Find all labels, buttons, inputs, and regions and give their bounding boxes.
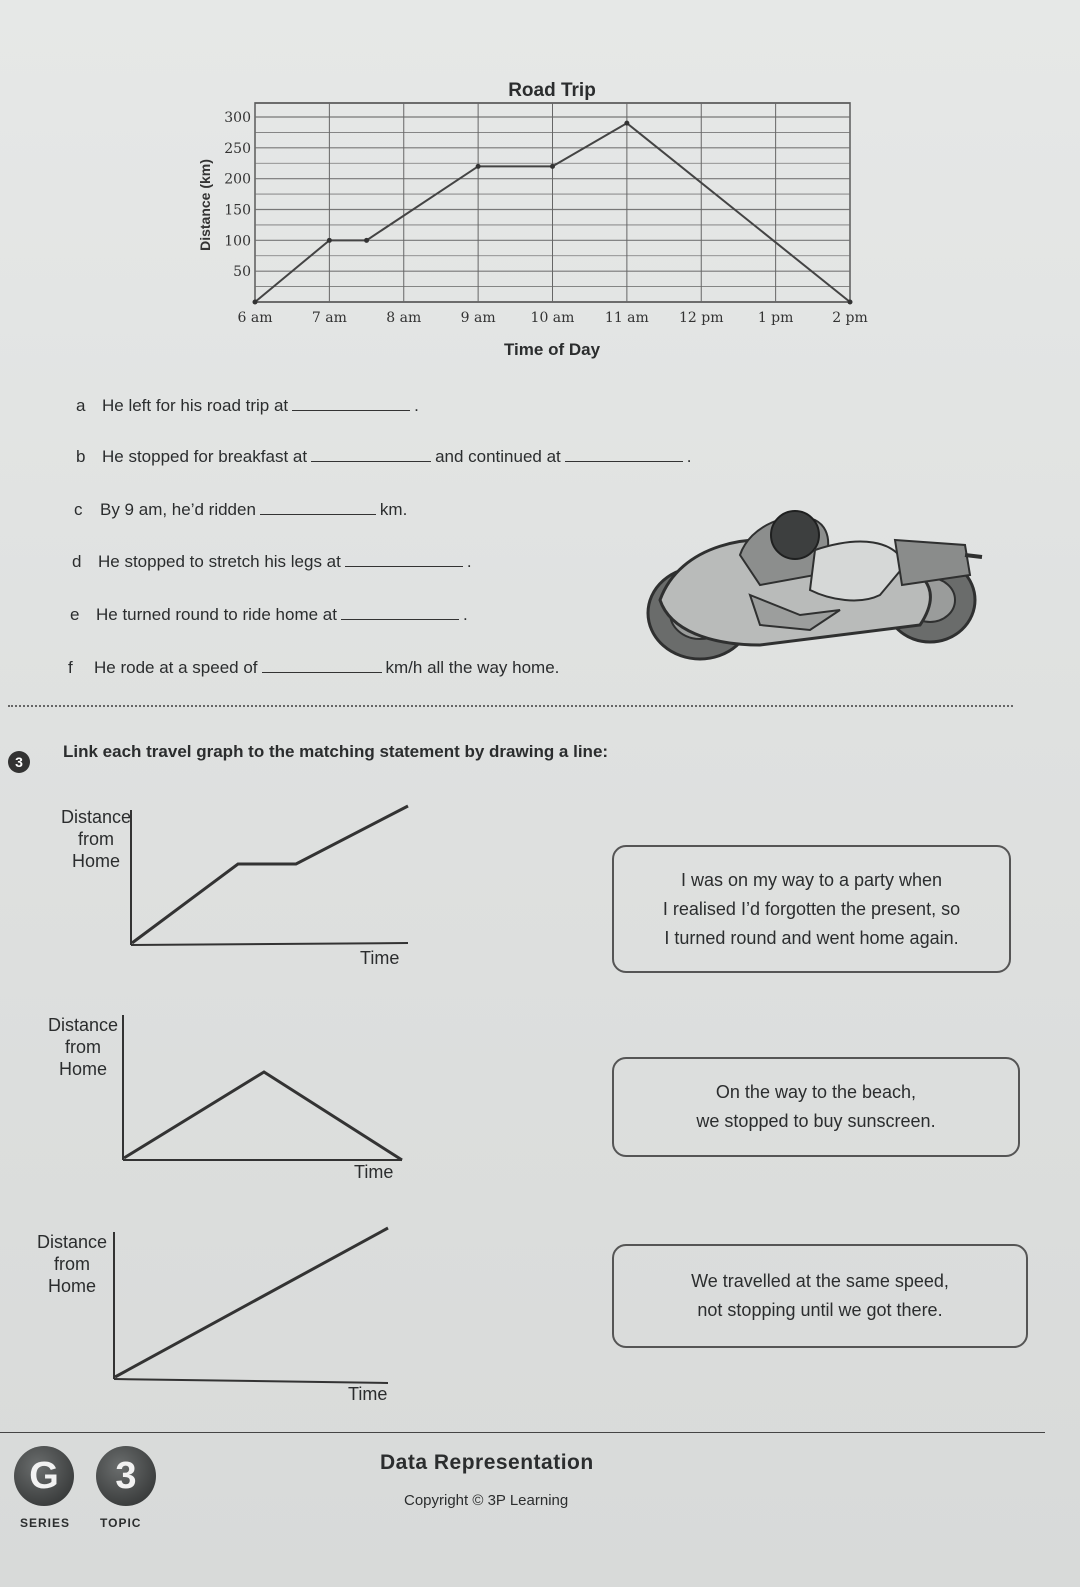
punctuation: .: [414, 396, 419, 415]
x-axis-label: Time of Day: [503, 340, 601, 359]
answer-blank[interactable]: [341, 605, 459, 620]
x-tick-label: 10 am: [530, 310, 575, 326]
question-text: He rode at a speed of: [94, 658, 258, 677]
question-b: [76, 447, 692, 467]
punctuation: .: [466, 552, 472, 571]
data-point: [253, 300, 258, 305]
x-tick-label: 9 am: [460, 310, 496, 326]
x-tick-label: 7 am: [311, 310, 347, 326]
copyright-text: Copyright © 3P Learning: [404, 1492, 569, 1509]
travel-graph-3: [100, 1222, 400, 1387]
statement-line: we stopped to buy sunscreen.: [696, 1111, 936, 1131]
graph1-x-label: Time: [360, 948, 400, 968]
question-text: He turned round to ride home at: [96, 605, 337, 624]
footer-divider: [0, 1432, 1045, 1433]
statement-3[interactable]: [612, 1244, 1028, 1348]
y-label-line: from: [65, 1037, 101, 1057]
y-label-line: Home: [58, 1059, 107, 1079]
question-text: km/h all the way home.: [385, 658, 560, 677]
question-text: By 9 am, he’d ridden: [100, 500, 256, 519]
question-letter: b: [76, 447, 86, 466]
statement-line: I turned round and went home again.: [664, 927, 959, 948]
y-label-line: Home: [71, 851, 120, 871]
section3-instruction: Link each travel graph to the matching statement by drawing a line:: [63, 742, 609, 761]
answer-blank[interactable]: [292, 396, 410, 411]
data-point: [476, 164, 481, 169]
footer-title: Data Representation: [380, 1451, 594, 1474]
x-tick-label: 11 am: [604, 310, 649, 326]
data-point: [327, 238, 332, 243]
statement-line: On the way to the beach,: [715, 1082, 917, 1102]
y-tick-label: 150: [224, 202, 251, 219]
question-letter: d: [72, 552, 82, 571]
question-letter: f: [68, 658, 73, 677]
question-text: He stopped for breakfast at: [102, 447, 308, 466]
topic-badge: 3: [96, 1446, 156, 1506]
question-a: [76, 396, 419, 416]
y-tick-label: 50: [233, 264, 251, 281]
question-text: and continued at: [435, 447, 561, 466]
answer-blank[interactable]: [345, 552, 463, 567]
answer-blank[interactable]: [565, 447, 683, 462]
x-tick-label: 1 pm: [757, 310, 794, 326]
question-letter: a: [76, 396, 86, 415]
x-tick-labels: [238, 310, 868, 326]
travel-graph-1: [120, 800, 420, 955]
data-point: [550, 164, 555, 169]
x-tick-label: 12 pm: [678, 310, 724, 326]
question-d: [72, 552, 472, 572]
chart-title: Road Trip: [508, 80, 596, 101]
travel-graph-2: [110, 1010, 410, 1165]
y-label-line: Distance: [36, 1232, 108, 1252]
punctuation: .: [462, 605, 468, 624]
y-tick-label: 300: [224, 110, 251, 126]
graph3-x-axis: [114, 1379, 388, 1383]
y-label-line: from: [78, 829, 114, 849]
graph2-line: [124, 1072, 402, 1160]
question-f: [68, 658, 559, 678]
statement-line: not stopping until we got there.: [697, 1300, 943, 1320]
y-tick-labels: [224, 110, 251, 280]
x-tick-label: 6 am: [237, 310, 273, 326]
answer-blank[interactable]: [262, 658, 382, 673]
punctuation: .: [686, 447, 692, 466]
y-axis-label: Distance (km): [197, 159, 213, 251]
answer-blank[interactable]: [311, 447, 431, 462]
answer-blank[interactable]: [260, 500, 376, 515]
section-divider: [8, 705, 1013, 707]
data-point: [624, 121, 629, 126]
graph3-line: [115, 1228, 388, 1377]
x-tick-label: 2 pm: [832, 310, 868, 326]
chart-grid: [255, 103, 850, 302]
graph3-x-label: Time: [348, 1384, 388, 1404]
topic-label: TOPIC: [100, 1516, 142, 1530]
y-label-line: Distance: [47, 1015, 119, 1035]
y-tick-label: 200: [224, 171, 251, 188]
x-tick-label: 8 am: [386, 310, 422, 326]
question-c: [74, 500, 407, 520]
question-e: [70, 605, 468, 625]
statement-1[interactable]: [612, 845, 1011, 973]
series-badge: G: [14, 1446, 74, 1506]
question-text: He stopped to stretch his legs at: [98, 552, 341, 571]
y-label-line: Home: [47, 1276, 96, 1296]
question-letter: c: [74, 500, 83, 519]
motorcycle-rider-illustration: [640, 505, 990, 675]
graph1-line: [132, 806, 408, 943]
graph2-x-label: Time: [354, 1162, 394, 1182]
series-label: SERIES: [20, 1516, 71, 1530]
statement-2[interactable]: [612, 1057, 1020, 1157]
question-text: km.: [379, 500, 408, 519]
y-tick-label: 100: [224, 233, 251, 250]
data-point: [364, 238, 369, 243]
statement-line: We travelled at the same speed,: [691, 1271, 949, 1291]
question-number-badge: 3: [8, 751, 30, 773]
road-trip-chart: [0, 0, 1080, 380]
y-label-line: Distance: [60, 807, 132, 827]
y-label-line: from: [54, 1254, 90, 1274]
data-point: [848, 300, 853, 305]
statement-line: I was on my way to a party when: [680, 869, 943, 890]
question-text: He left for his road trip at: [102, 396, 289, 415]
graph1-x-axis: [131, 943, 408, 945]
statement-line: I realised I’d forgotten the present, so: [662, 898, 961, 919]
question-letter: e: [70, 605, 80, 624]
y-tick-label: 250: [224, 140, 251, 157]
